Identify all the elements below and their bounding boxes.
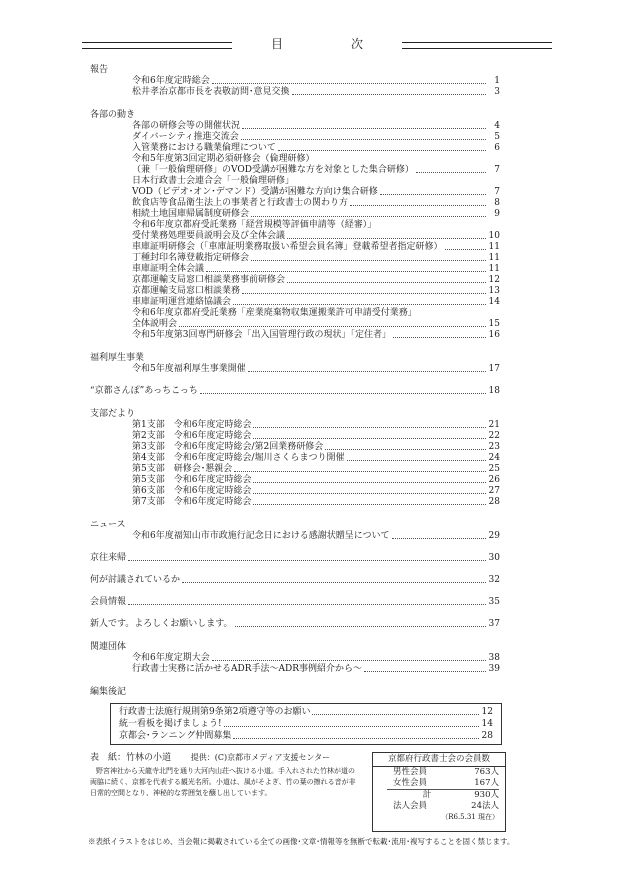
cover-description: 野宮神社から天龍寺北門を通り大河内山荘へ抜ける小道。手入れされた竹林が道の両脇に続く、京都を代表する観光名所。小道は、風がそよぎ、竹の葉の擦れる音が非日常的空間となり、神秘的な雰囲気を醸し出しています。 xyxy=(90,767,356,797)
toc-entry-label: 京都運輸支局窓口相談業務 xyxy=(132,286,241,296)
toc-entry-page: 30 xyxy=(488,553,500,563)
toc-entry-label: VOD（ビデオ･オン･デマンド）受講が困難な方向け集合研修 xyxy=(132,187,378,197)
toc-entry[interactable] xyxy=(90,154,500,165)
toc-entry[interactable] xyxy=(90,308,500,319)
toc-entry[interactable] xyxy=(90,121,500,132)
dot-leader xyxy=(182,582,486,583)
dot-leader xyxy=(287,282,486,283)
toc-entry-page: 21 xyxy=(488,420,500,430)
toc-entry-page: 5 xyxy=(494,132,500,142)
toc-entry-page: 10 xyxy=(488,231,500,241)
member-value: 763人 xyxy=(474,767,499,777)
toc-entry-page: 23 xyxy=(488,442,500,452)
toc-entry-label: 行政書士実務に活かせるADR手法～ADR事例紹介から～ xyxy=(132,664,362,674)
dot-leader xyxy=(253,482,486,483)
toc-entry-label: 第1支部 令和6年度定時総会 xyxy=(132,420,252,430)
dot-leader xyxy=(445,249,486,250)
toc-entry-page: 12 xyxy=(481,707,493,717)
toc-section xyxy=(90,597,500,608)
member-row-male xyxy=(373,767,505,778)
dot-leader xyxy=(242,293,486,294)
dot-leader xyxy=(212,83,486,84)
toc-section xyxy=(90,352,500,375)
toc-entry-label: 第5支部 研修会･懇親会 xyxy=(132,464,233,474)
toc-entry[interactable] xyxy=(90,187,500,198)
toc-entry-label: 令和6年度定時総会 xyxy=(132,76,210,86)
toc-entry-page: 27 xyxy=(488,486,500,496)
toc-entry-page: 25 xyxy=(488,464,500,474)
toc-entry-label: ダイバーシティ推進交流会 xyxy=(132,132,239,142)
dot-leader xyxy=(200,393,486,394)
toc-section-heading: 福利厚生事業 xyxy=(90,353,145,363)
toc-entry-label: 令和5年度第3回定期必須研修会（倫理研修） xyxy=(132,154,315,164)
toc-entry[interactable] xyxy=(90,553,500,564)
toc-entry-page: 38 xyxy=(488,653,500,663)
toc-entry[interactable] xyxy=(90,464,500,475)
dot-leader xyxy=(253,504,486,505)
dot-leader xyxy=(242,128,486,129)
dot-leader xyxy=(350,205,486,206)
notice-entry[interactable] xyxy=(119,730,493,742)
toc-entry[interactable] xyxy=(90,664,500,675)
toc-section-heading: ニュース xyxy=(90,520,126,530)
toc-entry-page: 11 xyxy=(488,242,500,252)
toc-section xyxy=(90,109,500,341)
toc-entry-page: 8 xyxy=(494,198,500,208)
dot-leader xyxy=(128,560,486,561)
toc-section xyxy=(90,686,500,698)
toc-section xyxy=(90,519,500,542)
dot-leader xyxy=(392,538,486,539)
dot-leader xyxy=(253,427,486,428)
title-rule-right xyxy=(402,42,552,49)
toc-entry-page: 29 xyxy=(488,531,500,541)
member-value: 167人 xyxy=(474,778,499,788)
toc-entry-page: 6 xyxy=(494,143,500,153)
toc-entry-label: 丁種封印名簿登載指定研修会 xyxy=(132,253,250,263)
dot-leader xyxy=(251,216,486,217)
toc-entry[interactable] xyxy=(90,364,500,375)
page-title: 目 次 xyxy=(270,37,391,51)
toc-entry-page: 26 xyxy=(488,475,500,485)
toc-entry[interactable] xyxy=(90,420,500,431)
toc-entry-label: 第4支部 令和6年度定時総会/堀川さくらまつり開催 xyxy=(132,453,345,463)
member-corp-value: 24法人 xyxy=(471,801,499,811)
toc-entry-label: 第6支部 令和6年度定時総会 xyxy=(132,486,252,496)
toc-entry[interactable] xyxy=(90,242,500,253)
toc-entry-page: 1 xyxy=(494,76,500,86)
dot-leader xyxy=(364,671,486,672)
toc-entry-label: 京都運輸支局窓口相談業務事前研修会 xyxy=(132,275,286,285)
toc-entry[interactable] xyxy=(90,497,500,508)
toc-entry-label: 令和5年度第3回専門研修会「出入国管理行政の現状」「定住者」 xyxy=(132,330,391,340)
toc-section xyxy=(90,619,500,630)
toc-entry-page: 14 xyxy=(481,719,493,729)
toc-entry-label: 日本行政書士会連合会「一般倫理研修」 xyxy=(132,176,295,186)
dot-leader xyxy=(393,337,486,338)
dot-leader xyxy=(233,738,479,739)
dot-leader xyxy=(206,271,486,272)
toc-entry-label: 令和6年度京都府受託業務「産業廃棄物収集運搬業許可申請受付業務」 xyxy=(132,308,417,318)
toc-entry-page: 28 xyxy=(488,497,500,507)
toc-entry[interactable] xyxy=(90,431,500,442)
toc-entry-label: 車庫証明運営連絡協議会 xyxy=(132,297,232,307)
toc-entry-page: 13 xyxy=(488,286,500,296)
table-of-contents xyxy=(90,64,500,709)
toc-entry-label: 飲食店等食品衛生法上の事業者と行政書士の関わり方 xyxy=(132,198,349,208)
toc-entry-label: 受付業務処理要員説明会及び全体会議 xyxy=(132,231,286,241)
dot-leader xyxy=(278,150,486,151)
toc-entry-label: 会員情報 xyxy=(90,597,127,607)
toc-entry-page: 22 xyxy=(488,431,500,441)
toc-section-heading: 支部だより xyxy=(90,409,136,419)
toc-entry-page: 7 xyxy=(494,187,500,197)
cover-credit: 提供：(C)京都市メディア支援センター xyxy=(190,753,331,762)
member-as-of: （R6.5.31 現在） xyxy=(441,813,499,821)
toc-entry[interactable] xyxy=(90,619,500,630)
toc-entry-page: 14 xyxy=(488,297,500,307)
dot-leader xyxy=(179,326,486,327)
dot-leader xyxy=(416,172,486,173)
toc-entry-label: （兼「一般倫理研修」のVOD受講が困難な方を対象とした集合研修） xyxy=(132,165,414,175)
dot-leader xyxy=(235,626,486,627)
member-total-key: 計 xyxy=(422,790,432,800)
toc-entry-page: 15 xyxy=(488,319,500,329)
toc-entry-label: 松井孝治京都市長を表敬訪問･意見交換 xyxy=(132,87,290,97)
member-row-female xyxy=(373,778,505,789)
dot-leader xyxy=(253,438,486,439)
dot-leader xyxy=(234,471,486,472)
toc-entry-label: 第7支部 令和6年度定時総会 xyxy=(132,497,252,507)
notice-box xyxy=(110,703,502,745)
toc-entry[interactable] xyxy=(90,132,500,143)
page-title-area xyxy=(82,38,552,56)
toc-entry-label: 令和6年度福知山市市政施行記念日における感謝状贈呈について xyxy=(132,531,390,541)
member-count-title: 京都府行政書士会の会員数 xyxy=(373,753,505,767)
dot-leader xyxy=(251,260,486,261)
toc-section xyxy=(90,386,500,397)
toc-entry-page: 17 xyxy=(488,364,500,374)
toc-entry[interactable] xyxy=(90,486,500,497)
toc-entry-page: 24 xyxy=(488,453,500,463)
toc-entry-label: 何が討議されているか xyxy=(90,575,181,585)
toc-entry-page: 11 xyxy=(488,253,500,263)
toc-entry[interactable] xyxy=(90,597,500,608)
toc-entry-page: 32 xyxy=(488,575,500,585)
toc-entry[interactable] xyxy=(90,253,500,264)
toc-entry-label: 統一看板を掲げましょう! xyxy=(119,719,222,729)
dot-leader xyxy=(248,371,486,372)
toc-entry-page: 12 xyxy=(488,275,500,285)
toc-section-heading: 各部の動き xyxy=(90,110,136,120)
toc-entry-label: 車庫証明研修会（「車庫証明業務取扱い希望会員名簿」登載希望者指定研修） xyxy=(132,242,443,252)
toc-entry-label: 京往来帰 xyxy=(90,553,127,563)
toc-entry-label: 第5支部 令和6年度定時総会 xyxy=(132,475,252,485)
dot-leader xyxy=(224,726,479,727)
toc-entry-page: 7 xyxy=(494,165,500,175)
member-row-total xyxy=(387,789,499,801)
dot-leader xyxy=(128,604,486,605)
toc-entry[interactable] xyxy=(90,87,500,98)
toc-entry[interactable] xyxy=(90,264,500,275)
toc-entry-page: 16 xyxy=(488,330,500,340)
toc-entry[interactable] xyxy=(90,275,500,286)
dot-leader xyxy=(325,449,486,450)
toc-entry[interactable] xyxy=(90,442,500,453)
toc-entry-page: 9 xyxy=(494,209,500,219)
member-key: 女性会員 xyxy=(393,778,428,788)
toc-entry[interactable] xyxy=(90,209,500,220)
toc-entry[interactable] xyxy=(90,319,500,330)
toc-entry-label: 各部の研修会等の開催状況 xyxy=(132,121,241,131)
toc-section-heading: 報告 xyxy=(90,65,109,75)
toc-entry[interactable] xyxy=(90,475,500,486)
toc-entry[interactable] xyxy=(90,297,500,308)
notice-entry[interactable] xyxy=(119,706,493,718)
member-corp-key: 法人会員 xyxy=(393,801,428,811)
toc-entry-label: 相続土地国庫帰属制度研修会 xyxy=(132,209,250,219)
toc-entry-label: 第2支部 令和6年度定時総会 xyxy=(132,431,252,441)
toc-section-heading: 編集後記 xyxy=(90,687,127,697)
toc-entry-label: 令和5年度福利厚生事業開催 xyxy=(132,364,246,374)
toc-entry-label: 全体説明会 xyxy=(132,319,178,329)
copyright-footnote: ※表紙イラストをはじめ、当会報に掲載されている全ての画像･文章･情報等を無断で転載･流用･複写することを固く禁じます。 xyxy=(88,837,515,846)
toc-entry-label: 行政書士法施行規則第9条第2項遵守等のお願い xyxy=(119,707,311,717)
dot-leader xyxy=(253,493,486,494)
cover-info xyxy=(90,752,360,799)
dot-leader xyxy=(292,94,486,95)
toc-entry-label: “京都さんぽ”あっちこっち xyxy=(90,386,198,396)
toc-entry[interactable] xyxy=(90,176,500,187)
toc-entry-label: 京都会･ランニング仲間募集 xyxy=(119,731,232,741)
toc-entry[interactable] xyxy=(90,653,500,664)
toc-entry[interactable] xyxy=(90,198,500,209)
toc-entry-label: 新人です。よろしくお願いします。 xyxy=(90,619,233,629)
dot-leader xyxy=(347,460,487,461)
toc-section xyxy=(90,575,500,586)
toc-entry[interactable] xyxy=(90,453,500,464)
toc-entry-page: 4 xyxy=(494,121,500,131)
toc-entry-page: 39 xyxy=(488,664,500,674)
toc-section-heading: 関連団体 xyxy=(90,642,127,652)
toc-entry-page: 11 xyxy=(488,264,500,274)
member-total-value: 930人 xyxy=(474,790,499,800)
toc-entry[interactable] xyxy=(90,330,500,341)
member-row-corp xyxy=(373,801,505,812)
dot-leader xyxy=(241,139,486,140)
toc-entry-label: 第3支部 令和6年度定時総会/第2回業務研修会 xyxy=(132,442,324,452)
toc-entry[interactable] xyxy=(90,531,500,542)
toc-section xyxy=(90,64,500,98)
toc-entry[interactable] xyxy=(90,231,500,242)
toc-entry[interactable] xyxy=(90,286,500,297)
toc-entry-label: 車庫証明全体会議 xyxy=(132,264,205,274)
toc-entry[interactable] xyxy=(90,386,500,397)
toc-entry-page: 18 xyxy=(488,386,500,396)
toc-entry[interactable] xyxy=(90,76,500,87)
toc-entry[interactable] xyxy=(90,575,500,586)
dot-leader xyxy=(312,714,479,715)
member-key: 男性会員 xyxy=(393,767,428,777)
toc-entry[interactable] xyxy=(90,143,500,154)
toc-section xyxy=(90,408,500,508)
toc-entry-page: 28 xyxy=(481,731,493,741)
notice-entry[interactable] xyxy=(119,718,493,730)
toc-section xyxy=(90,553,500,564)
member-count-box xyxy=(372,752,506,832)
toc-entry-label: 入管業務における職業倫理について xyxy=(132,143,276,153)
toc-entry-page: 37 xyxy=(488,619,500,629)
dot-leader xyxy=(287,238,486,239)
dot-leader xyxy=(233,304,486,305)
toc-entry[interactable] xyxy=(90,165,500,176)
cover-label: 表 紙：竹林の小道 xyxy=(90,753,172,763)
dot-leader xyxy=(380,194,486,195)
toc-entry[interactable] xyxy=(90,220,500,231)
toc-entry-page: 3 xyxy=(494,87,500,97)
toc-entry-label: 令和6年度定期大会 xyxy=(132,653,210,663)
dot-leader xyxy=(212,660,486,661)
toc-section xyxy=(90,641,500,675)
toc-entry-label: 令和6年度京都府受託業務「経営規模等評価申請等（経審）」 xyxy=(132,220,377,230)
toc-entry-page: 35 xyxy=(488,597,500,607)
